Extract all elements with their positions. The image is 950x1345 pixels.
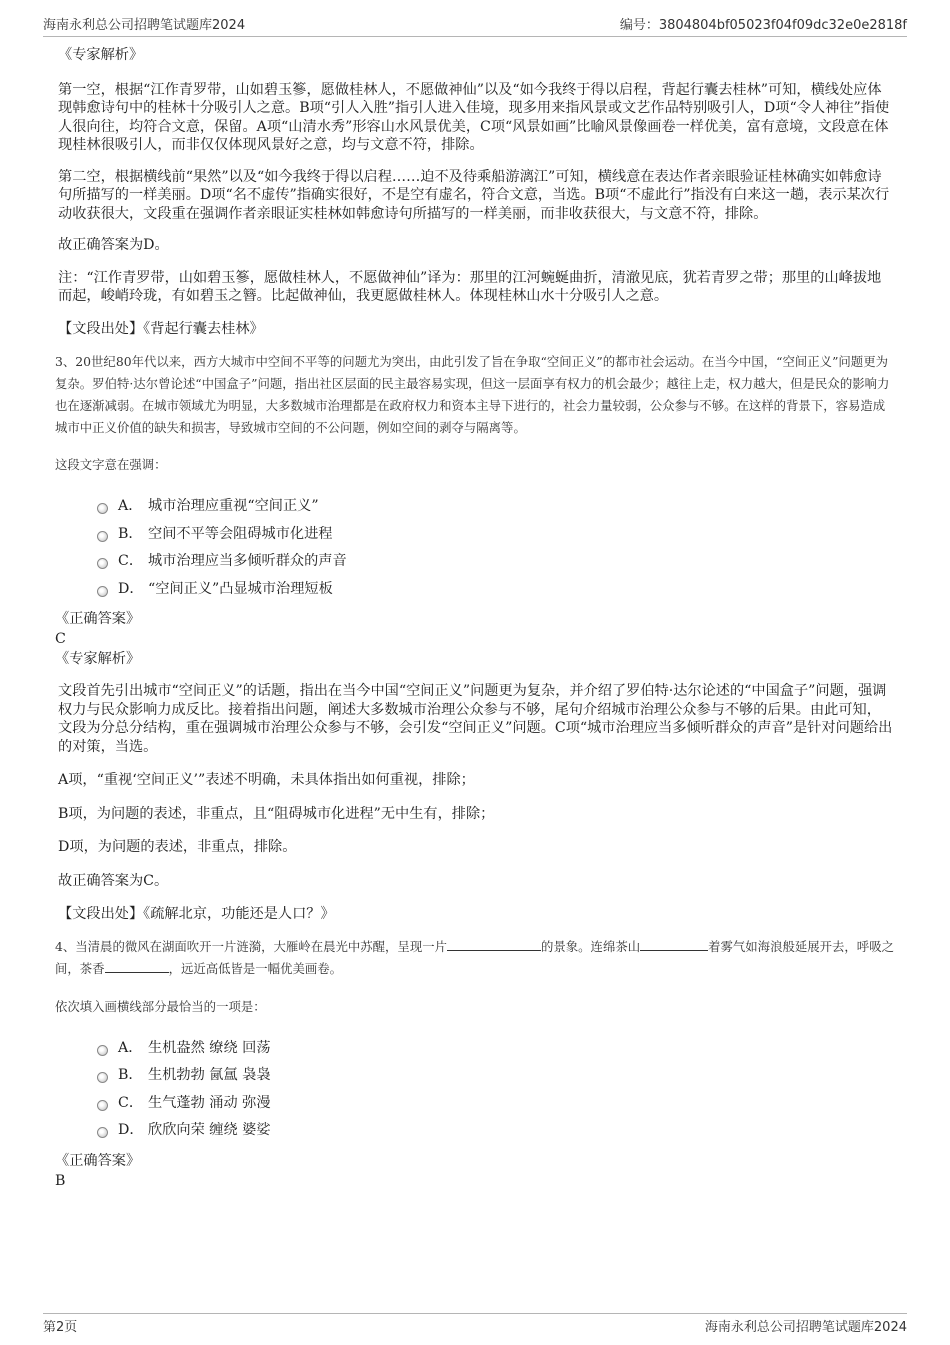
q3-source: 【文段出处】《疏解北京，功能还是人口？》	[58, 906, 335, 922]
page-footer	[43, 1313, 907, 1338]
q2-answer-line: 故正确答案为D。	[58, 237, 169, 253]
q2-note: 注：“江作青罗带，山如碧玉篸，愿做桂林人，不愿做神仙”译为：那里的江河蜿蜒曲折，清澈见底，犹若青罗之带；那里的山峰拔地而起，峻峭玲珑，有如碧玉之簪。比起做神仙，我更愿做桂林人。体现桂林山水十分吸引人之意。	[58, 269, 882, 304]
radio-icon[interactable]	[97, 1072, 108, 1083]
q4-options	[97, 1035, 895, 1145]
q3-option-c[interactable]: C． 城市治理应当多倾听群众的声音	[97, 548, 895, 576]
header-title: 海南永利总公司招聘笔试题库2024	[43, 18, 246, 33]
radio-icon[interactable]	[97, 503, 108, 514]
radio-icon[interactable]	[97, 1045, 108, 1056]
q3-expert-label: 《专家解析》	[55, 651, 141, 667]
q3-stem: 3、20世纪80年代以来，西方大城市中空间不平等的问题尤为突出，由此引发了旨在争取“空间正义”的都市社会运动。在当今中国，“空间正义”问题更为复杂。罗伯特·达尔曾论述“中国盒子”问题，指出社区层面的民主最容易实现，但这一层面享有权力的机会最少；越往上走，权力越大，但是民众的影响力也在逐渐减弱。在城市领域尤为明显，大多数城市治理都是在政府权力和资本主导下进行的，社会力量较弱，公众参与不够。在这样的背景下，容易造成城市中正义价值的缺失和损害，导致城市空间的不公问题，例如空间的剥夺与隔离等。	[55, 354, 890, 435]
q3-analysis-para-1: 文段首先引出城市“空间正义”的话题，指出在当今中国“空间正义”问题更为复杂，并介绍了罗伯特·达尔论述的“中国盒子”问题，强调权力与民众影响力成反比。接着指出问题，阐述大多数城市治理公众参与不够，尾句介绍城市治理公众参与不够的后果。由此可知，文段为分总分结构，重在强调城市治理公众参与不够，会引发“空间正义”问题。C项“城市治理应当多倾听群众的声音”是针对问题给出的对策，当选。	[58, 683, 893, 755]
q4-option-b[interactable]: B． 生机勃勃 氤氲 袅袅	[97, 1062, 895, 1090]
q3-analysis-para-4: D项，为问题的表述，非重点，排除。	[58, 839, 297, 855]
page-number: 第2页	[43, 1320, 78, 1335]
q4-stem: 4、当清晨的微风在湖面吹开一片涟漪，大雁岭在晨光中苏醒，呈现一片 的景象。连绵茶山 着雾气如海浪般延展开去，呼吸之间，茶香 ，远近高低皆是一幅优美画卷。	[55, 938, 894, 976]
q2-analysis-para-2: 第二空，根据横线前“果然”以及“如今我终于得以启程……迫不及待乘船游漓江”可知，横线意在表达作者亲眼验证桂林确实如韩愈诗句所描写的一样美丽。D项“名不虚传”指确实很好，不是空有虚名，符合文意，当选。B项“不虚此行”指没有白来这一趟，表示某次行动收获很大，文段重在强调作者亲眼证实桂林如韩愈诗句所描写的一样美丽，而非收获很大，与文意不符，排除。	[58, 168, 890, 222]
q3-prompt: 这段文字意在强调：	[55, 457, 167, 472]
q2-source: 【文段出处】《背起行囊去桂林》	[58, 320, 264, 337]
q4-prompt: 依次填入画横线部分最恰当的一项是：	[55, 998, 266, 1014]
q3-answer: C	[55, 631, 66, 647]
q3-option-d[interactable]: D． “空间正义”凸显城市治理短板	[97, 576, 895, 604]
q3-analysis-para-3: B项，为问题的表述，非重点，且“阻碍城市化进程”无中生有，排除；	[58, 805, 495, 822]
footer-title: 海南永利总公司招聘笔试题库2024	[704, 1320, 907, 1335]
q2-expert-label: 《专家解析》	[58, 47, 144, 63]
q4-option-c[interactable]: C． 生气蓬勃 涌动 弥漫	[97, 1090, 895, 1118]
q4-option-a[interactable]: A． 生机盎然 缭绕 回荡	[97, 1035, 895, 1063]
page-header	[43, 14, 907, 37]
radio-icon[interactable]	[97, 531, 108, 542]
q4-option-d[interactable]: D． 欣欣向荣 缠绕 婆娑	[97, 1117, 895, 1145]
q4-blank-2	[640, 939, 708, 951]
radio-icon[interactable]	[97, 1100, 108, 1111]
q3-answer-label: 《正确答案》	[55, 611, 141, 627]
q3-option-a[interactable]: A． 城市治理应重视“空间正义”	[97, 493, 895, 521]
q3-option-b[interactable]: B． 空间不平等会阻碍城市化进程	[97, 521, 895, 549]
radio-icon[interactable]	[97, 1127, 108, 1138]
header-doc-id: 编号：3804804bf05023f04f09dc32e0e2818f	[619, 18, 907, 33]
radio-icon[interactable]	[97, 586, 108, 597]
q4-answer: B	[55, 1172, 66, 1189]
q2-analysis-para-1: 第一空，根据“江作青罗带，山如碧玉篸，愿做桂林人，不愿做神仙”以及“如今我终于得以启程，背起行囊去桂林”可知，横线处应体现韩愈诗句中的桂林十分吸引人之意。B项“引人入胜”指引人进入佳境，现多用来指风景或文艺作品特别吸引人，D项“令人神往”指使人很向往，均符合文意，保留。A项“山清水秀”形容山水风景优美，C项“风景如画”比喻风景像画卷一样优美，富有意境，文段意在体现桂林很吸引人，而非仅仅体现风景好之意，均与文意不符，排除。	[58, 81, 890, 153]
q3-analysis-para-2: A项，“重视‘空间正义’”表述不明确，未具体指出如何重视，排除；	[58, 772, 475, 788]
q3-answer-line: 故正确答案为C。	[58, 872, 169, 889]
q4-blank-1	[447, 939, 541, 951]
q3-options	[97, 493, 895, 603]
q4-blank-3	[105, 961, 169, 973]
radio-icon[interactable]	[97, 558, 108, 569]
page-content	[55, 46, 895, 1190]
q4-answer-label: 《正确答案》	[55, 1152, 141, 1169]
